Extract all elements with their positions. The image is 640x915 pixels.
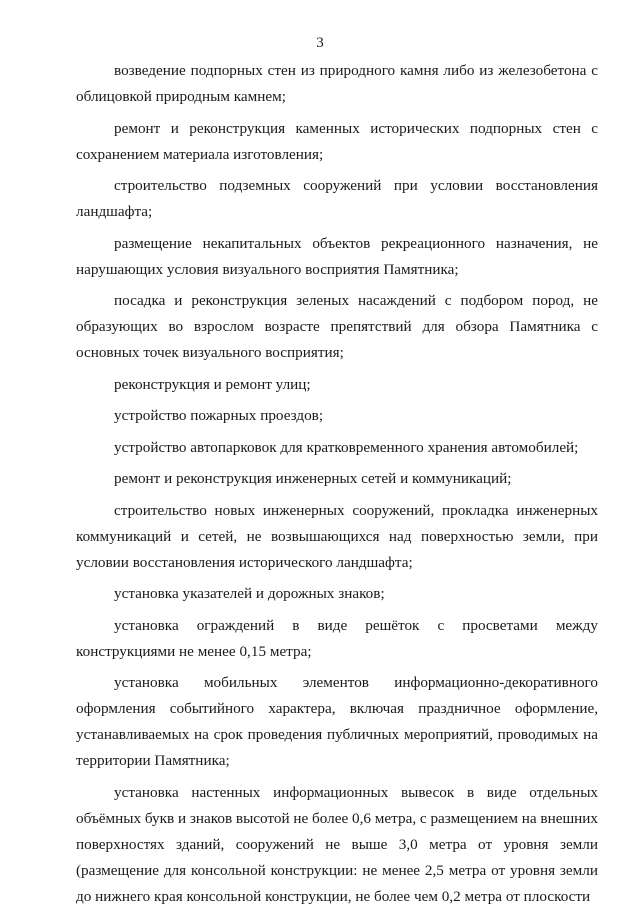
paragraph-utility-networks-repair: ремонт и реконструкция инженерных сетей и коммуникаций; (114, 470, 512, 487)
paragraph-parking: устройство автопарковок для кратковременного хранения автомобилей; (114, 438, 579, 456)
paragraph-street-repair: реконструкция и ремонт улиц; (114, 375, 311, 393)
paragraph-mobile-decorative-elements: установка мобильных элементов информационно-декоративного оформления событийного характера, включая праздничное оформление, устанавливаемых на срок проведения публичных мероприятий, проводимых на территории Памятника; (76, 674, 598, 769)
paragraph-retaining-walls-repair: ремонт и реконструкция каменных исторических подпорных стен с сохранением материала изготовления; (76, 119, 598, 163)
paragraph-fences: установка ограждений в виде решёток с просветами между конструкциями не менее 0,15 метра; (76, 616, 598, 660)
page-number: 3 (316, 35, 324, 51)
paragraph-wall-signage: установка настенных информационных вывесок в виде отдельных объёмных букв и знаков высотой не более 0,6 метра, с размещением на внешних поверхностях зданий, сооружений не выше 3,0 метра от уровня земли (размещение для консольной конструкции: не менее 2,5 метра от уровня земли до нижнего края консольной конструкции, не более чем 0,2 метра от плоскости (76, 783, 599, 905)
paragraph-underground-structures: строительство подземных сооружений при условии восстановления ландшафта; (76, 177, 598, 220)
document-body (76, 58, 598, 915)
paragraph-new-engineering-structures: строительство новых инженерных сооружений, прокладка инженерных коммуникаций и сетей, не возвышающихся над поверхностью земли, при условии восстановления исторического ландшафта; (76, 501, 598, 571)
paragraph-green-plantings: посадка и реконструкция зеленых насаждений с подбором пород, не образующих во взрослом возрасте препятствий для обзора Памятника с основных точек визуального восприятия; (76, 292, 598, 361)
paragraph-recreational-objects: размещение некапитальных объектов рекреационного назначения, не нарушающих условия визуального восприятия Памятника; (76, 234, 598, 278)
paragraph-retaining-walls-construction: возведение подпорных стен из природного камня либо из железобетона с облицовкой природным камнем; (76, 62, 598, 105)
paragraph-road-signs: установка указателей и дорожных знаков; (114, 585, 385, 602)
paragraph-fire-passages: устройство пожарных проездов; (114, 407, 324, 424)
